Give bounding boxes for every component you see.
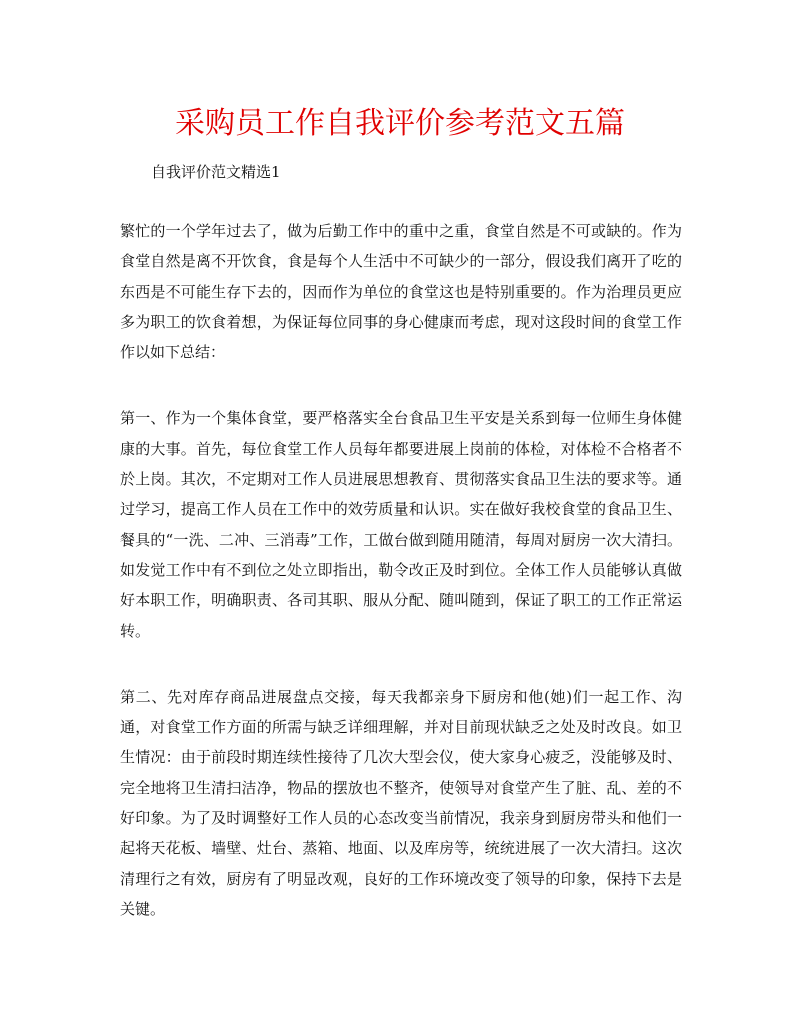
document-subtitle: 自我评价范文精选1 — [151, 163, 281, 181]
paragraph-2: 第一、作为一个集体食堂，要严格落实全台食品卫生平安是关系到每一位师生身体健康的大事。首先，每位食堂工作人员每年都要进展上岗前的体检，对体检不合格者不於上岗。其次，不定期对工作人员进展思想教育、贯彻落实食品卫生法的要求等。通过学习，提高工作人员在工作中的效劳质量和认识。实在做好我校食堂的食品卫生、餐具的“一洗、二冲、三消毒”工作，工做台做到随用随清，每周对厨房一次大清扫。如发觉工作中有不到位之处立即指出，勒令改正及时到位。全体工作人员能够认真做好本职工作，明确职责、各司其职、服从分配、随叫随到，保证了职工的工作正常运转。 — [120, 409, 682, 640]
paragraph-1: 繁忙的一个学年过去了，做为后勤工作中的重中之重，食堂自然是不可或缺的。作为食堂自然是离不开饮食，食是每个人生活中不可缺少的一部分，假设我们离开了吃的东西是不可能生存下去的，因而作为单位的食堂这也是特别重要的。作为治理员更应多为职工的饮食着想，为保证每位同事的身心健康而考虑，现对这段时间的食堂工作作以如下总结： — [120, 222, 682, 362]
document-body — [120, 216, 682, 960]
document-title: 采购员工作自我评价参考范文五篇 — [175, 106, 625, 141]
paragraph-3: 第二、先对库存商品进展盘点交接，每天我都亲身下厨房和他(她)们一起工作、沟通，对食堂工作方面的所需与缺乏详细理解，并对目前现状缺乏之处及时改良。如卫生情况：由于前段时期连续性接待了几次大型会仪，使大家身心疲乏，没能够及时、完全地将卫生清扫洁净，物品的摆放也不整齐，使领导对食堂产生了脏、乱、差的不好印象。为了及时调整好工作人员的心态改变当前情况，我亲身到厨房带头和他们一起将天花板、墙壁、灶台、蒸箱、地面、以及库房等，统统进展了一次大清扫。这次清理行之有效，厨房有了明显改观，良好的工作环境改变了领导的印象，保持下去是关键。 — [120, 687, 682, 918]
